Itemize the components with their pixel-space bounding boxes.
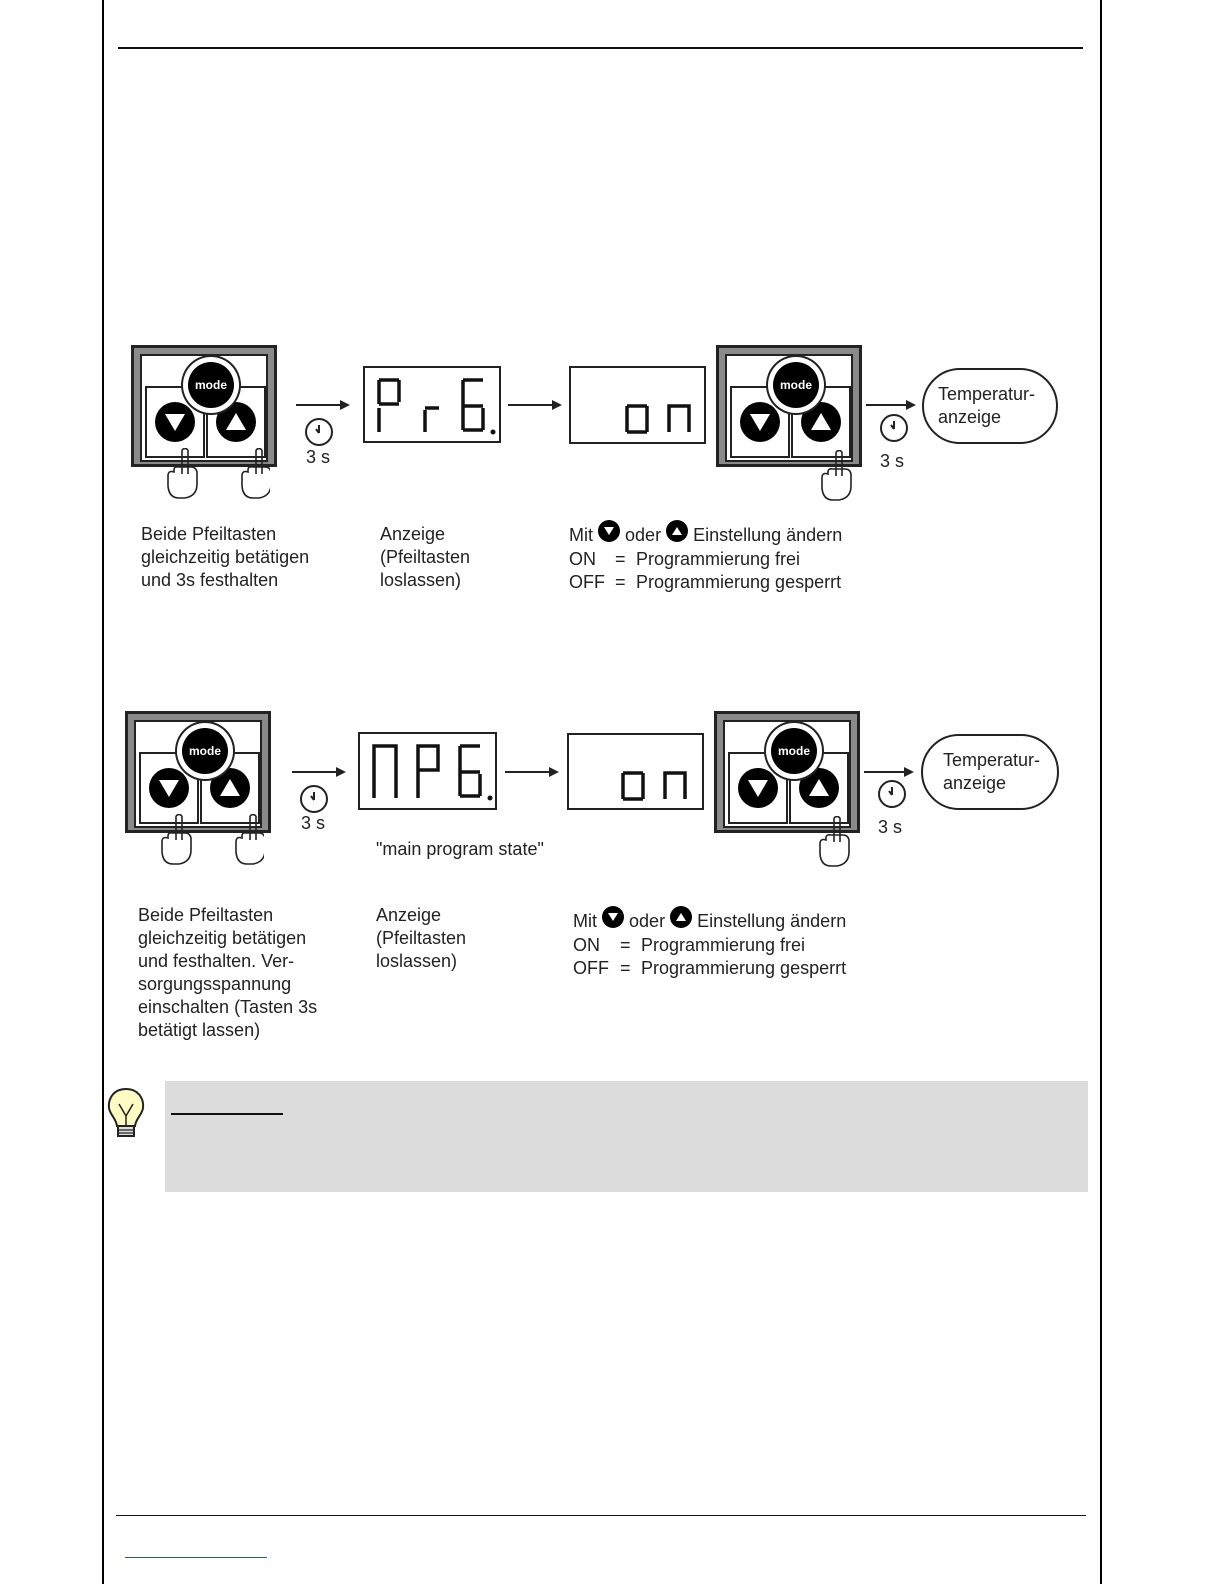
arrow-up-button-icon	[799, 768, 839, 808]
display-pr6-text	[365, 368, 366, 369]
description-step-3: Mit oder Einstellung ändern ON = Programmierung frei OFF = Programmierung gesperrt	[573, 906, 846, 980]
description-step-2: Anzeige (Pfeiltasten loslassen)	[380, 524, 471, 590]
note-box	[165, 1081, 1088, 1192]
right-border	[1100, 0, 1102, 1584]
flow-arrow	[296, 397, 350, 413]
temperature-display-result	[922, 368, 1058, 444]
arrow-down-button-icon	[149, 768, 189, 808]
pointing-hand-icon	[160, 448, 270, 506]
description-step-1: Beide Pfeiltasten gleichzeitig betätigen und 3s festhalten	[141, 524, 310, 590]
keypad-up-pressed	[714, 711, 860, 833]
flow-arrow	[864, 764, 914, 780]
result-line-2: anzeige	[943, 773, 1007, 793]
mode-button: mode	[182, 728, 228, 774]
result-line-1: Temperatur-	[938, 384, 1036, 404]
arrow-up-button-icon	[670, 906, 692, 928]
pointing-hand-icon	[814, 816, 854, 872]
pointing-hand-icon	[816, 450, 856, 506]
result-line-2: anzeige	[938, 407, 1002, 427]
flow-arrow	[292, 764, 346, 780]
description-step-1: Beide Pfeiltasten gleichzeitig betätigen und festhalten. Ver- sorgungsspannung einschalten (Tasten 3s betätigt lassen)	[138, 905, 318, 1040]
mode-button: mode	[188, 362, 234, 408]
description-step-3: Mit oder Einstellung ändern ON = Programmierung frei OFF = Programmierung gesperrt	[569, 520, 842, 594]
arrow-down-button-icon	[155, 402, 195, 442]
display-on	[567, 733, 704, 810]
pointing-hand-icon	[154, 814, 264, 872]
display-np6-text	[360, 734, 361, 735]
arrow-down-button-icon	[738, 768, 778, 808]
arrow-down-button-icon	[598, 520, 620, 542]
flow-arrow	[866, 397, 916, 413]
arrow-down-button-icon	[740, 402, 780, 442]
arrow-up-button-icon	[801, 402, 841, 442]
note-heading-underline	[171, 1113, 283, 1115]
seven-segment-digits	[365, 368, 499, 441]
display-on-text	[569, 735, 570, 736]
temperature-display-result	[921, 734, 1059, 810]
footer-link-underline[interactable]	[125, 1557, 267, 1558]
arrow-down-button-icon	[602, 906, 624, 928]
display-np6	[358, 732, 497, 810]
lightbulb-icon	[105, 1086, 147, 1138]
header-rule	[118, 47, 1083, 49]
flow-arrow	[508, 397, 562, 413]
timer-label: 3 s	[880, 451, 905, 471]
flow-arrow	[505, 764, 559, 780]
footer-rule	[116, 1515, 1086, 1516]
keypad-up-pressed	[716, 345, 862, 467]
display-pr6	[363, 366, 501, 443]
left-border	[102, 0, 104, 1584]
arrow-up-button-icon	[216, 402, 256, 442]
timer-icon	[300, 785, 328, 813]
display-caption: "main program state"	[376, 839, 544, 859]
timer-label: 3 s	[306, 447, 331, 467]
display-on-text	[571, 368, 572, 369]
mode-button: mode	[771, 728, 817, 774]
timer-label: 3 s	[301, 813, 326, 833]
mode-button: mode	[773, 362, 819, 408]
timer-label: 3 s	[878, 817, 903, 837]
timer-icon	[305, 418, 333, 446]
arrow-up-button-icon	[666, 520, 688, 542]
display-on	[569, 366, 706, 444]
timer-icon	[880, 414, 908, 442]
arrow-up-button-icon	[210, 768, 250, 808]
description-step-2: Anzeige (Pfeiltasten loslassen)	[376, 905, 467, 971]
timer-icon	[878, 780, 906, 808]
result-line-1: Temperatur-	[943, 750, 1041, 770]
